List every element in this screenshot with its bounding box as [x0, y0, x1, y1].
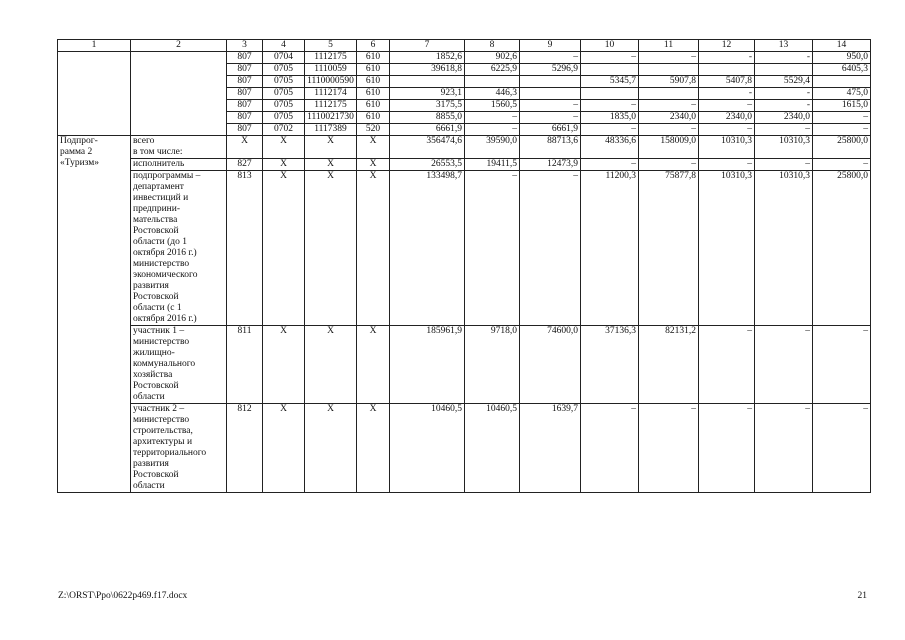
value-cell: –: [581, 52, 639, 64]
value-cell: -: [755, 52, 813, 64]
cell-line: «Туризм»: [60, 158, 100, 168]
value-cell: –: [699, 124, 755, 136]
value-cell: Х: [227, 136, 263, 159]
header-row: [58, 40, 871, 52]
value-cell: 1110059: [305, 64, 357, 76]
column-number: 2: [131, 40, 227, 52]
value-cell: -: [699, 88, 755, 100]
value-cell: Х: [305, 136, 357, 159]
value-cell: –: [581, 404, 639, 493]
cell-line: в том числе:: [133, 147, 183, 157]
value-cell: Х: [357, 404, 390, 493]
cell-line: департамент: [133, 182, 184, 192]
value-cell: 2340,0: [755, 112, 813, 124]
cell-line: жилищно-: [133, 348, 175, 358]
value-cell: 807: [227, 64, 263, 76]
value-cell: 0705: [263, 64, 305, 76]
column-number: 11: [639, 40, 699, 52]
column-number: 1: [58, 40, 131, 52]
cell-line: Ростовской: [133, 226, 179, 236]
value-cell: Х: [263, 404, 305, 493]
value-cell: 158009,0: [639, 136, 699, 159]
value-cell: 923,1: [390, 88, 465, 100]
column-number: 5: [305, 40, 357, 52]
value-cell: 82131,2: [639, 326, 699, 404]
cell-line: Подпрог-: [60, 136, 98, 146]
column-number: 12: [699, 40, 755, 52]
value-cell: 6661,9: [390, 124, 465, 136]
value-cell: 2340,0: [639, 112, 699, 124]
cell-line: развития: [133, 281, 169, 291]
value-cell: 10310,3: [755, 136, 813, 159]
cell-line: Ростовской: [133, 292, 179, 302]
column-number: 9: [520, 40, 581, 52]
cell-line: участник 2 –: [133, 404, 185, 414]
value-cell: 1110021730: [305, 112, 357, 124]
value-cell: –: [699, 404, 755, 493]
value-cell: -: [755, 88, 813, 100]
cell-line: коммунального: [133, 359, 196, 369]
value-cell: Х: [305, 404, 357, 493]
cell-line: области: [133, 481, 165, 491]
column-number: 6: [357, 40, 390, 52]
value-cell: 25800,0: [813, 171, 871, 326]
value-cell: –: [639, 52, 699, 64]
column-number: 4: [263, 40, 305, 52]
value-cell: Х: [357, 136, 390, 159]
value-cell: 19411,5: [465, 159, 520, 171]
value-cell: 48336,6: [581, 136, 639, 159]
value-cell: 25800,0: [813, 136, 871, 159]
value-cell: –: [813, 124, 871, 136]
value-cell: 807: [227, 76, 263, 88]
value-cell: 1110000590: [305, 76, 357, 88]
value-cell: 9718,0: [465, 326, 520, 404]
value-cell: 133498,7: [390, 171, 465, 326]
value-cell: 1639,7: [520, 404, 581, 493]
value-cell: –: [520, 100, 581, 112]
value-cell: 610: [357, 112, 390, 124]
cell-line: подпрограммы –: [133, 171, 201, 181]
value-cell: 11200,3: [581, 171, 639, 326]
value-cell: 26553,5: [390, 159, 465, 171]
value-cell: 446,3: [465, 88, 520, 100]
column-number: 8: [465, 40, 520, 52]
value-cell: 5907,8: [639, 76, 699, 88]
value-cell: 0702: [263, 124, 305, 136]
cell-line: октября 2016 г.): [133, 248, 197, 258]
empty-cell: [58, 52, 131, 136]
value-cell: 811: [227, 326, 263, 404]
value-cell: –: [581, 100, 639, 112]
cell-line: экономического: [133, 270, 198, 280]
subprogram-name: [58, 136, 131, 493]
value-cell: –: [699, 159, 755, 171]
value-cell: 88713,6: [520, 136, 581, 159]
executor-label: исполнитель: [131, 159, 227, 171]
value-cell: 10310,3: [699, 136, 755, 159]
value-cell: 807: [227, 52, 263, 64]
value-cell: 10310,3: [699, 171, 755, 326]
cell-line: территориального: [133, 448, 207, 458]
value-cell: –: [639, 100, 699, 112]
value-cell: 10310,3: [755, 171, 813, 326]
value-cell: 950,0: [813, 52, 871, 64]
value-cell: –: [465, 171, 520, 326]
value-cell: Х: [357, 159, 390, 171]
value-cell: 807: [227, 88, 263, 100]
value-cell: 902,6: [465, 52, 520, 64]
value-cell: 1117389: [305, 124, 357, 136]
executor-desc-row: [58, 171, 871, 326]
value-cell: 5529,4: [755, 76, 813, 88]
cell-line: предприни-: [133, 204, 181, 214]
value-cell: 6405,3: [813, 64, 871, 76]
cell-line: инвестиций и: [133, 193, 189, 203]
file-path: Z:\ORST\Ppo\0622p469.f17.docx: [58, 591, 188, 601]
value-cell: 5407,8: [699, 76, 755, 88]
value-cell: –: [520, 112, 581, 124]
value-cell: 1112175: [305, 52, 357, 64]
subprogram-total-row: [58, 136, 871, 159]
value-cell: 1852,6: [390, 52, 465, 64]
page-number: 21: [857, 591, 867, 601]
value-cell: 185961,9: [390, 326, 465, 404]
participant-1-desc: [131, 326, 227, 404]
value-cell: -: [699, 52, 755, 64]
value-cell: 74600,0: [520, 326, 581, 404]
value-cell: –: [813, 159, 871, 171]
value-cell: 610: [357, 88, 390, 100]
value-cell: –: [699, 100, 755, 112]
value-cell: 812: [227, 404, 263, 493]
value-cell: Х: [357, 326, 390, 404]
value-cell: 37136,3: [581, 326, 639, 404]
value-cell: –: [520, 171, 581, 326]
cell-line: развития: [133, 459, 169, 469]
value-cell: 0705: [263, 88, 305, 100]
value-cell: [465, 76, 520, 88]
value-cell: –: [755, 124, 813, 136]
value-cell: [699, 64, 755, 76]
value-cell: 75877,8: [639, 171, 699, 326]
value-cell: –: [813, 404, 871, 493]
cell-line: министерство: [133, 259, 190, 269]
participant-2-row: [58, 404, 871, 493]
value-cell: [581, 64, 639, 76]
value-cell: [581, 88, 639, 100]
value-cell: 1835,0: [581, 112, 639, 124]
value-cell: -: [755, 100, 813, 112]
value-cell: [520, 76, 581, 88]
value-cell: [390, 76, 465, 88]
value-cell: 827: [227, 159, 263, 171]
value-cell: 0705: [263, 112, 305, 124]
value-cell: –: [755, 159, 813, 171]
cell-line: мательства: [133, 215, 178, 225]
value-cell: 356474,6: [390, 136, 465, 159]
value-cell: [639, 88, 699, 100]
value-cell: 10460,5: [465, 404, 520, 493]
value-cell: 807: [227, 112, 263, 124]
value-cell: –: [639, 124, 699, 136]
value-cell: –: [465, 124, 520, 136]
column-number: 14: [813, 40, 871, 52]
cell-line: области (до 1: [133, 237, 188, 247]
value-cell: Х: [305, 159, 357, 171]
value-cell: –: [699, 326, 755, 404]
cell-line: октября 2016 г.): [133, 314, 197, 324]
cell-line: Ростовской: [133, 470, 179, 480]
value-cell: 475,0: [813, 88, 871, 100]
cell-line: архитектуры и: [133, 437, 193, 447]
value-cell: 1560,5: [465, 100, 520, 112]
cell-line: министерство: [133, 337, 190, 347]
column-number: 3: [227, 40, 263, 52]
cell-line: Ростовской: [133, 381, 179, 391]
value-cell: –: [755, 326, 813, 404]
value-cell: 10460,5: [390, 404, 465, 493]
cell-line: всего: [133, 136, 155, 146]
value-cell: 0704: [263, 52, 305, 64]
table-row: [58, 52, 871, 64]
value-cell: 39618,8: [390, 64, 465, 76]
value-cell: 610: [357, 100, 390, 112]
value-cell: 610: [357, 64, 390, 76]
value-cell: –: [813, 112, 871, 124]
value-cell: 1112174: [305, 88, 357, 100]
value-cell: –: [581, 159, 639, 171]
value-cell: –: [520, 52, 581, 64]
value-cell: 610: [357, 76, 390, 88]
value-cell: –: [813, 326, 871, 404]
value-cell: Х: [263, 171, 305, 326]
column-number: 7: [390, 40, 465, 52]
value-cell: –: [639, 404, 699, 493]
value-cell: 807: [227, 124, 263, 136]
value-cell: 1615,0: [813, 100, 871, 112]
cell-line: рамма 2: [60, 147, 93, 157]
value-cell: Х: [357, 171, 390, 326]
value-cell: 6661,9: [520, 124, 581, 136]
participant-1-row: [58, 326, 871, 404]
value-cell: [639, 64, 699, 76]
value-cell: 12473,9: [520, 159, 581, 171]
column-number: 10: [581, 40, 639, 52]
value-cell: 1112175: [305, 100, 357, 112]
column-number: 13: [755, 40, 813, 52]
budget-table: [57, 39, 871, 493]
value-cell: –: [755, 404, 813, 493]
cell-line: строительства,: [133, 426, 193, 436]
value-cell: 2340,0: [699, 112, 755, 124]
value-cell: Х: [263, 326, 305, 404]
value-cell: –: [581, 124, 639, 136]
value-cell: Х: [263, 136, 305, 159]
value-cell: [520, 88, 581, 100]
value-cell: 8855,0: [390, 112, 465, 124]
executor-row: [58, 159, 871, 171]
cell-line: области (с 1: [133, 303, 182, 313]
value-cell: 5296,9: [520, 64, 581, 76]
total-label: [131, 136, 227, 159]
value-cell: –: [465, 112, 520, 124]
value-cell: 520: [357, 124, 390, 136]
value-cell: –: [639, 159, 699, 171]
value-cell: 39590,0: [465, 136, 520, 159]
value-cell: 0705: [263, 100, 305, 112]
executor-desc: [131, 171, 227, 326]
value-cell: Х: [305, 326, 357, 404]
value-cell: 610: [357, 52, 390, 64]
value-cell: 6225,9: [465, 64, 520, 76]
value-cell: Х: [263, 159, 305, 171]
value-cell: 0705: [263, 76, 305, 88]
value-cell: [755, 64, 813, 76]
cell-line: области: [133, 392, 165, 402]
cell-line: хозяйства: [133, 370, 173, 380]
value-cell: [813, 76, 871, 88]
participant-2-desc: [131, 404, 227, 493]
value-cell: 807: [227, 100, 263, 112]
cell-line: участник 1 –: [133, 326, 185, 336]
value-cell: 813: [227, 171, 263, 326]
cell-line: министерство: [133, 415, 190, 425]
value-cell: 5345,7: [581, 76, 639, 88]
value-cell: 3175,5: [390, 100, 465, 112]
value-cell: Х: [305, 171, 357, 326]
empty-cell: [131, 52, 227, 136]
